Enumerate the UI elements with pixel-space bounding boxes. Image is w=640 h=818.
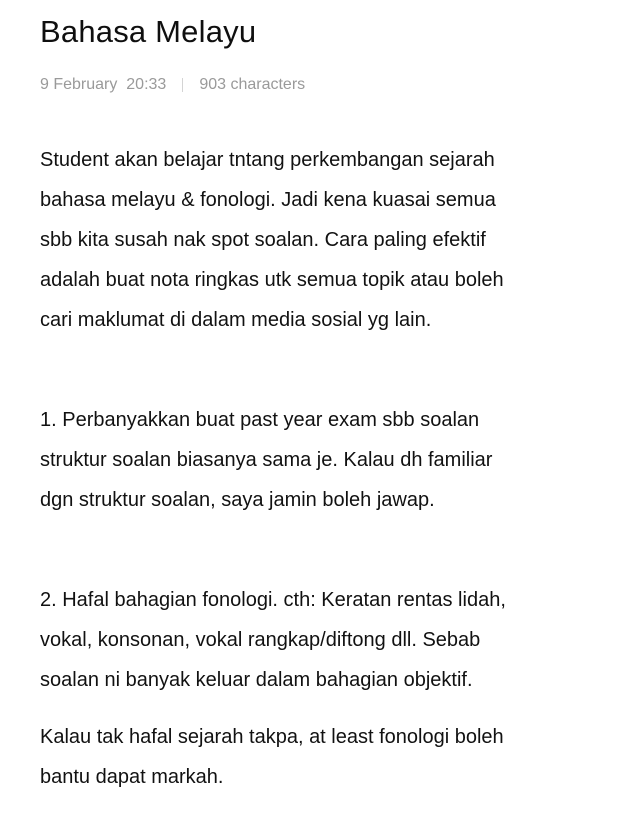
note-char-count: 903 characters xyxy=(199,76,306,93)
meta-divider xyxy=(182,78,183,92)
note-paragraph-closing[interactable]: Kalau tak hafal sejarah takpa, at least fonologi boleh bantu dapat markah. xyxy=(40,726,504,788)
note-time: 20:33 xyxy=(126,76,167,93)
note-date: 9 February xyxy=(40,76,118,93)
note-paragraph-intro[interactable]: Student akan belajar tntang perkembangan sejarah bahasa melayu & fonologi. Jadi kena kuasai semua sbb kita susah nak spot soalan. Cara paling efektif adalah buat nota ringkas utk semua topik atau boleh cari maklumat di dalam media sosial yg lain. xyxy=(40,149,504,331)
note-meta xyxy=(40,76,305,94)
note-title[interactable]: Bahasa Melayu xyxy=(40,14,257,49)
note-paragraph-tip-2[interactable]: 2. Hafal bahagian fonologi. cth: Keratan rentas lidah, vokal, konsonan, vokal rangkap/diftong dll. Sebab soalan ni banyak keluar dalam bahagian objektif. xyxy=(40,589,506,691)
note-paragraph-tip-1[interactable]: 1. Perbanyakkan buat past year exam sbb soalan struktur soalan biasanya sama je. Kalau dh familiar dgn struktur soalan, saya jamin boleh jawap. xyxy=(40,409,493,511)
